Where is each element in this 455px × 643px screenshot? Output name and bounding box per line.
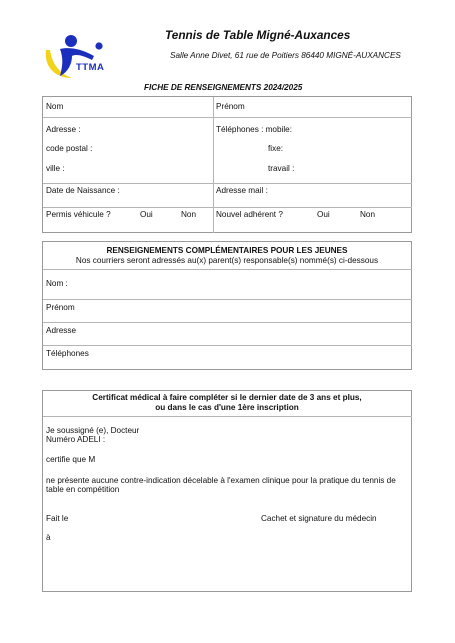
date-naissance-field[interactable]: Date de Naissance : <box>46 186 120 195</box>
youth-title: RENSEIGNEMENTS COMPLÉMENTAIRES POUR LES JEUNES <box>106 246 348 255</box>
permis-non-option[interactable]: Non <box>181 210 197 219</box>
telephone-mobile-field[interactable]: Téléphones : mobile: <box>216 125 293 134</box>
main-form-table <box>42 96 412 233</box>
row-divider <box>43 416 412 417</box>
nouvel-adherent-label: Nouvel adhérent ? <box>216 210 283 219</box>
row-divider <box>43 117 412 118</box>
club-title: Tennis de Table Migné-Auxances <box>165 28 351 42</box>
row-divider <box>43 207 412 208</box>
doctor-name-field[interactable]: Je soussigné (e), Docteur <box>46 426 140 435</box>
club-address: Salle Anne Divet, 61 rue de Poitiers 86440 MIGNÉ-AUXANCES <box>170 51 401 60</box>
telephone-fixe-field[interactable]: fixe: <box>268 144 284 153</box>
adresse-mail-field[interactable]: Adresse mail : <box>216 186 268 195</box>
logo-ball <box>95 42 102 49</box>
youth-telephones-field[interactable]: Téléphones <box>46 349 89 358</box>
adeli-number-field[interactable]: Numéro ADELI : <box>46 435 106 444</box>
fait-le-field[interactable]: Fait le <box>46 514 69 523</box>
row-divider <box>43 183 412 184</box>
logo-text: TTMA <box>76 62 105 73</box>
prenom-field[interactable]: Prénom <box>216 102 245 111</box>
form-title: FICHE DE RENSEIGNEMENTS 2024/2025 <box>144 83 303 92</box>
adherent-non-option[interactable]: Non <box>360 210 376 219</box>
row-divider <box>43 345 412 346</box>
certificate-title-line2: ou dans le cas d'une 1ère inscription <box>155 403 299 412</box>
code-postal-field[interactable]: code postal : <box>46 144 93 153</box>
youth-subtitle: Nos courriers seront adressés au(x) parent(s) responsable(s) nommé(s) ci-dessous <box>75 256 379 265</box>
row-divider <box>43 322 412 323</box>
row-divider <box>43 299 412 300</box>
ville-field[interactable]: ville : <box>46 164 65 173</box>
permis-oui-option[interactable]: Oui <box>140 210 153 219</box>
doctor-signature-field[interactable]: Cachet et signature du médecin <box>261 514 377 523</box>
youth-adresse-field[interactable]: Adresse <box>46 326 77 335</box>
row-divider <box>43 269 412 270</box>
logo-player-head <box>65 35 77 47</box>
contre-indication-line1: ne présente aucune contre-indication décelable à l'examen clinique pour la pratique du tennis de <box>46 476 396 485</box>
fait-a-field[interactable]: à <box>46 533 51 542</box>
youth-nom-field[interactable]: Nom : <box>46 279 68 288</box>
telephone-travail-field[interactable]: travail : <box>268 164 295 173</box>
medical-certificate-section <box>42 390 412 592</box>
permis-label: Permis véhicule ? <box>46 210 111 219</box>
youth-section <box>42 241 412 370</box>
youth-prenom-field[interactable]: Prénom <box>46 303 75 312</box>
certificate-title-line1: Certificat médical à faire compléter si le dernier date de 3 ans et plus, <box>92 393 362 402</box>
contre-indication-line2: table en compétition <box>46 485 120 494</box>
ttma-logo <box>42 32 116 82</box>
adresse-field[interactable]: Adresse : <box>46 125 81 134</box>
nom-field[interactable]: Nom <box>46 102 64 111</box>
patient-name-field[interactable]: certifie que M <box>46 455 96 464</box>
adherent-oui-option[interactable]: Oui <box>317 210 330 219</box>
